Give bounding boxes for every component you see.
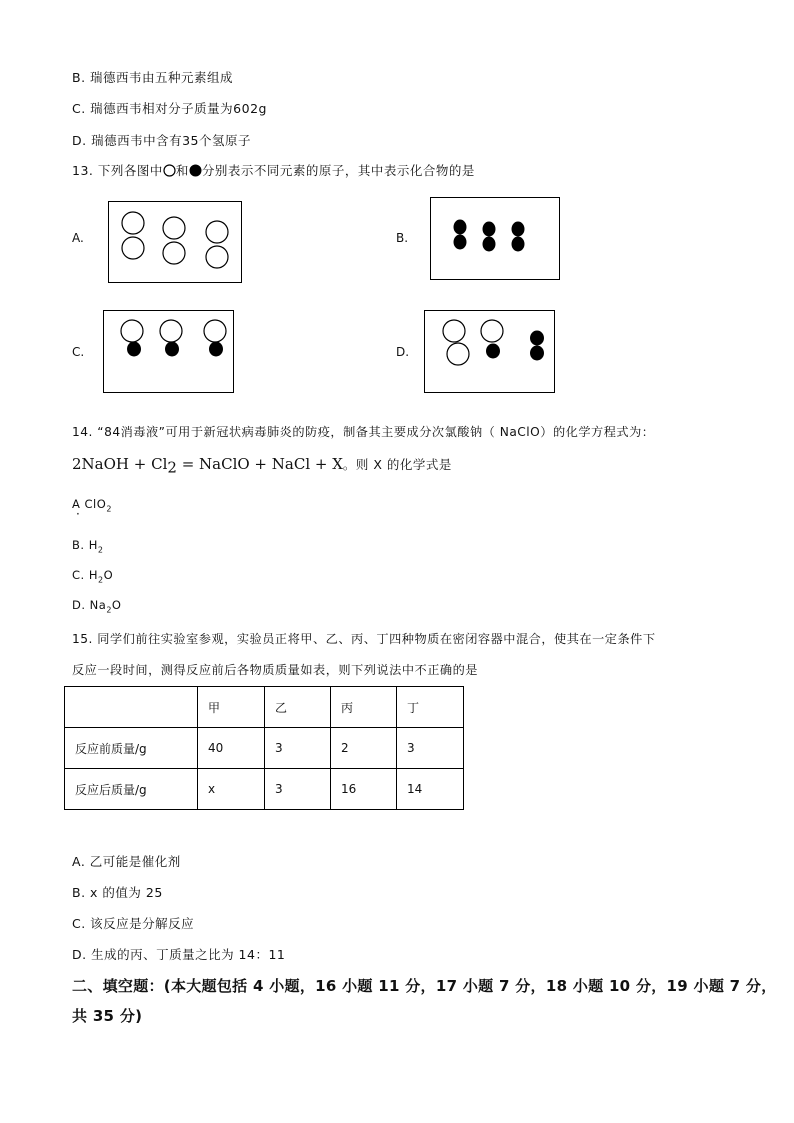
atom-filled (512, 222, 525, 237)
table-cell: 反应前质量/g (65, 728, 198, 769)
table-header-cell: 甲 (198, 687, 265, 728)
q15-option-a: A. 乙可能是催化剂 (72, 854, 181, 869)
q13-diagram-d (424, 310, 555, 393)
atom-filled (483, 222, 496, 237)
atom-filled (209, 342, 223, 357)
q15-option-b: B. x 的值为 25 (72, 885, 163, 900)
atom-hollow (163, 242, 185, 264)
atom-hollow (206, 221, 228, 243)
table-cell: 3 (397, 728, 464, 769)
atom-hollow (122, 237, 144, 259)
atom-hollow (122, 212, 144, 234)
table-header-cell: 丙 (331, 687, 397, 728)
q14-option-a-dot: · (76, 507, 81, 521)
atom-hollow (447, 343, 469, 365)
q14-option-a-sub: 2 (106, 504, 112, 514)
atom-filled (483, 237, 496, 252)
atom-filled (127, 342, 141, 357)
q13-stem (72, 161, 475, 179)
q15-stem-line2: 反应一段时间，测得反应前后各物质质量如表，则下列说法中不正确的是 (72, 663, 478, 677)
q14-option-b-sub: 2 (97, 545, 104, 555)
q13-label-b: B. (396, 231, 409, 245)
q14-option-a-text: A ClO (72, 497, 107, 511)
q12-option-b: B. 瑞德西韦由五种元素组成 (72, 70, 234, 85)
q14-option-d-sub: 2 (106, 605, 112, 615)
eq-lhs: 2NaOH + Cl (72, 455, 168, 473)
q12-option-d: D. 瑞德西韦中含有35个氢原子 (72, 133, 251, 148)
q14-stem: 14. “84消毒液”可用于新冠状病毒肺炎的防疫，制备其主要成分次氯酸钠（ NaClO）的化学方程式为： (72, 425, 655, 439)
table-cell: x (198, 769, 265, 810)
q14-option-c (72, 568, 113, 584)
table-cell: 14 (397, 769, 464, 810)
q14-option-c-text: C. H (72, 568, 98, 582)
atom-filled (530, 346, 544, 361)
q13-stem-mid: 和 (175, 163, 189, 178)
section2-heading-line2: 共 35 分) (72, 1007, 143, 1025)
q15-option-d: D. 生成的丙、丁质量之比为 14：11 (72, 947, 286, 962)
atom-hollow (160, 320, 182, 342)
table-cell: 3 (265, 769, 331, 810)
q14-equation (72, 455, 452, 477)
eq-tail: 。则 X 的化学式是 (342, 457, 452, 472)
q13-label-d: D. (396, 345, 410, 359)
atom-hollow (204, 320, 226, 342)
q13-label-c: C. (72, 345, 85, 359)
q14-option-b (72, 538, 103, 554)
table-cell: 16 (331, 769, 397, 810)
atom-filled (530, 331, 544, 346)
table-cell: 2 (331, 728, 397, 769)
section2-heading-line1: 二、填空题：(本大题包括 4 小题，16 小题 11 分，17 小题 7 分，18 小题 10 分，19 小题 7 分， (72, 977, 777, 995)
atom-filled (165, 342, 179, 357)
table-header-row (65, 687, 464, 728)
filled-circle-icon (189, 164, 202, 177)
atom-filled (512, 237, 525, 252)
q13-label-a: A. (72, 231, 84, 245)
q13-stem-prefix: 13. 下列各图中 (72, 163, 163, 178)
atom-hollow (206, 246, 228, 268)
atom-filled (454, 235, 467, 250)
eq-sub: 2 (167, 458, 177, 477)
q14-option-d-text: D. Na (72, 598, 107, 612)
atom-hollow (481, 320, 503, 342)
table-header-cell: 丁 (397, 687, 464, 728)
table-row (65, 769, 464, 810)
q14-option-d (72, 598, 121, 614)
atom-hollow (443, 320, 465, 342)
q13-diagram-c (103, 310, 234, 393)
q12-option-c: C. 瑞德西韦相对分子质量为602g (72, 101, 267, 116)
hollow-circle-icon (163, 164, 176, 177)
table-header-cell: 乙 (265, 687, 331, 728)
table-header-cell (65, 687, 198, 728)
eq-rhs: = NaClO + NaCl + X (176, 455, 343, 473)
table-row (65, 728, 464, 769)
q14-option-c-after: O (103, 568, 114, 582)
q15-option-c: C. 该反应是分解反应 (72, 916, 195, 931)
q15-stem-line1: 15. 同学们前往实验室参观，实验员正将甲、乙、丙、丁四种物质在密闭容器中混合，使其在一定条件下 (72, 632, 656, 646)
table-cell: 3 (265, 728, 331, 769)
q13-stem-suffix: 分别表示不同元素的原子，其中表示化合物的是 (201, 163, 475, 178)
table-cell: 40 (198, 728, 265, 769)
q13-diagram-b (430, 197, 560, 280)
q15-mass-table (64, 686, 464, 810)
q14-option-c-sub: 2 (98, 575, 104, 585)
atom-filled (486, 344, 500, 359)
q13-diagram-a (108, 201, 242, 283)
atom-hollow (121, 320, 143, 342)
q14-option-d-after: O (111, 598, 122, 612)
table-cell: 反应后质量/g (65, 769, 198, 810)
q14-option-b-text: B. H (72, 538, 98, 552)
atom-filled (454, 220, 467, 235)
atom-hollow (163, 217, 185, 239)
